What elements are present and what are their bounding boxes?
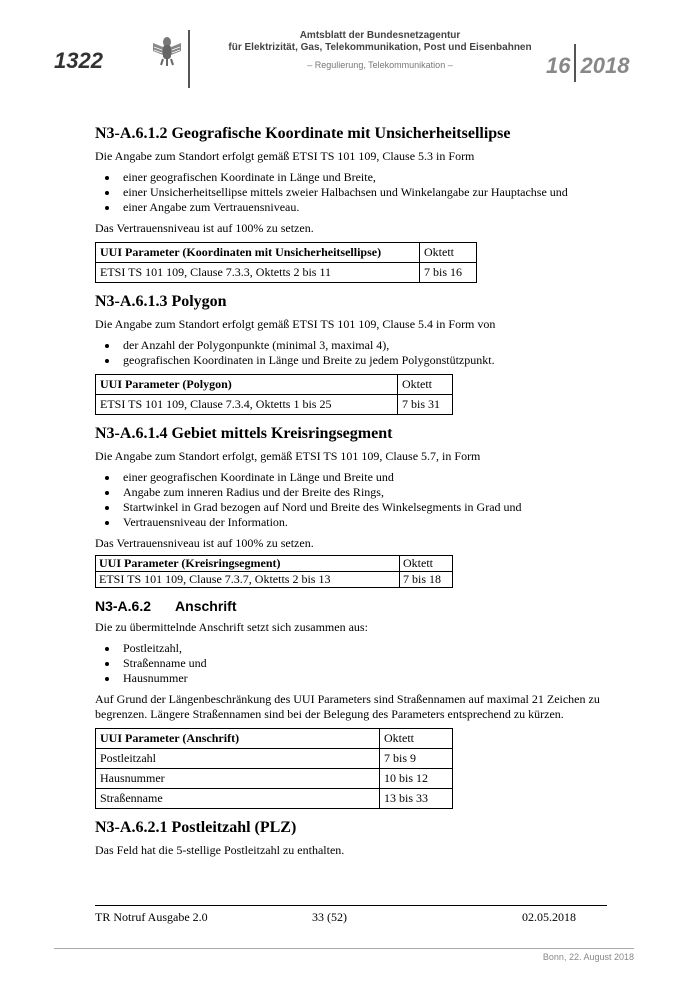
list-item: • einer geografischen Koordinate in Länge und Breite und bbox=[119, 470, 615, 485]
page-number: 1322 bbox=[54, 48, 103, 73]
issue-year bbox=[546, 48, 629, 86]
table-row bbox=[96, 395, 453, 415]
bullet-list bbox=[95, 338, 615, 368]
parameter-table bbox=[95, 374, 453, 415]
list-item: • einer Unsicherheitsellipse mittels zweier Halbachsen und Winkelangabe zur Hauptachse und bbox=[119, 185, 615, 200]
document-body bbox=[95, 125, 615, 864]
table-cell: ETSI TS 101 109, Clause 7.3.7, Oktetts 2 bis 13 bbox=[96, 572, 400, 588]
bullet-list bbox=[95, 470, 615, 530]
list-item: • Angabe zum inneren Radius und der Breite des Rings, bbox=[119, 485, 615, 500]
paragraph: Das Vertrauensniveau ist auf 100% zu setzen. bbox=[95, 536, 314, 550]
table-header-cell: Oktett bbox=[398, 375, 453, 395]
table-row bbox=[96, 729, 453, 749]
table-row bbox=[96, 375, 453, 395]
paragraph: Auf Grund der Längenbeschränkung des UUI Parameters sind Straßennamen auf maximal 21 Zeichen zu begrenzen. Längere Straßennamen sind bei der Belegung des Parameters entsprechend zu kürzen. bbox=[95, 692, 600, 721]
parameter-table bbox=[95, 555, 453, 588]
year: 2018 bbox=[580, 52, 630, 78]
table-header-cell: UUI Parameter (Anschrift) bbox=[96, 729, 380, 749]
bullet-list bbox=[95, 641, 615, 686]
table-cell: 10 bis 12 bbox=[380, 769, 453, 789]
table-cell: 7 bis 9 bbox=[380, 749, 453, 769]
paragraph: Die Angabe zum Standort erfolgt, gemäß ETSI TS 101 109, Clause 5.7, in Form bbox=[95, 449, 481, 463]
list-item: • geografischen Koordinaten in Länge und Breite zu jedem Polygonstützpunkt. bbox=[119, 353, 615, 368]
journal-title: Amtsblatt der Bundesnetzagentur für Elektrizität, Gas, Telekommunikation, Post und Eisenbahnen – Regulierung, Telekommunikation – bbox=[200, 30, 560, 70]
table-cell: Postleitzahl bbox=[96, 749, 380, 769]
footer-date: 02.05.2018 bbox=[522, 910, 576, 924]
federal-eagle-icon bbox=[150, 33, 184, 67]
parameter-table bbox=[95, 242, 477, 283]
footer-page: 33 (52) bbox=[312, 910, 347, 924]
list-item: • Straßenname und bbox=[119, 656, 615, 671]
paragraph: Die Angabe zum Standort erfolgt gemäß ETSI TS 101 109, Clause 5.4 in Form von bbox=[95, 317, 496, 331]
list-item: • einer geografischen Koordinate in Länge und Breite, bbox=[119, 170, 615, 185]
table-header-cell: UUI Parameter (Polygon) bbox=[96, 375, 398, 395]
paragraph: Das Feld hat die 5-stellige Postleitzahl zu enthalten. bbox=[95, 843, 345, 857]
table-header-cell: UUI Parameter (Kreisringsegment) bbox=[96, 556, 400, 572]
bottom-divider bbox=[54, 948, 634, 949]
paragraph: Die zu übermittelnde Anschrift setzt sich zusammen aus: bbox=[95, 620, 368, 634]
paragraph: Das Vertrauensniveau ist auf 100% zu setzen. bbox=[95, 221, 314, 235]
publication-date: Bonn, 22. August 2018 bbox=[542, 952, 634, 962]
section-heading: N3-A.6.1.3 Polygon bbox=[95, 293, 227, 310]
list-item: • einer Angabe zum Vertrauensniveau. bbox=[119, 200, 615, 215]
table-row bbox=[96, 769, 453, 789]
section-heading: N3-A.6.1.2 Geografische Koordinate mit Unsicherheitsellipse bbox=[95, 125, 511, 142]
paragraph: Die Angabe zum Standort erfolgt gemäß ETSI TS 101 109, Clause 5.3 in Form bbox=[95, 149, 475, 163]
table-row bbox=[96, 789, 453, 809]
table-row bbox=[96, 749, 453, 769]
table-row bbox=[96, 263, 477, 283]
table-header-cell: Oktett bbox=[420, 243, 477, 263]
footer-divider bbox=[95, 905, 607, 906]
list-item: • der Anzahl der Polygonpunkte (minimal 3, maximal 4), bbox=[119, 338, 615, 353]
table-cell: 7 bis 16 bbox=[420, 263, 477, 283]
table-cell: Straßenname bbox=[96, 789, 380, 809]
table-row bbox=[96, 572, 453, 588]
table-row bbox=[96, 243, 477, 263]
section-heading: N3-A.6.1.4 Gebiet mittels Kreisringsegment bbox=[95, 425, 393, 442]
list-item: • Startwinkel in Grad bezogen auf Nord und Breite des Winkelsegments in Grad und bbox=[119, 500, 615, 515]
table-cell: Hausnummer bbox=[96, 769, 380, 789]
table-cell: 7 bis 18 bbox=[400, 572, 453, 588]
journal-subtitle: – Regulierung, Telekommunikation – bbox=[307, 60, 453, 70]
table-cell: ETSI TS 101 109, Clause 7.3.4, Oktetts 1 bis 25 bbox=[96, 395, 398, 415]
parameter-table bbox=[95, 728, 453, 809]
section-heading: N3-A.6.2 Anschrift bbox=[95, 598, 237, 614]
table-cell: 13 bis 33 bbox=[380, 789, 453, 809]
footer-left: TR Notruf Ausgabe 2.0 bbox=[95, 910, 208, 924]
bullet-list bbox=[95, 170, 615, 215]
table-row bbox=[96, 556, 453, 572]
table-cell: 7 bis 31 bbox=[398, 395, 453, 415]
header-divider bbox=[188, 30, 190, 88]
list-item: • Hausnummer bbox=[119, 671, 615, 686]
list-item: • Vertrauensniveau der Information. bbox=[119, 515, 615, 530]
table-header-cell: Oktett bbox=[380, 729, 453, 749]
issue-number: 16 bbox=[546, 52, 571, 78]
table-header-cell: UUI Parameter (Koordinaten mit Unsicherheitsellipse) bbox=[96, 243, 420, 263]
table-header-cell: Oktett bbox=[400, 556, 453, 572]
table-cell: ETSI TS 101 109, Clause 7.3.3, Oktetts 2 bis 11 bbox=[96, 263, 420, 283]
list-item: • Postleitzahl, bbox=[119, 641, 615, 656]
section-heading: N3-A.6.2.1 Postleitzahl (PLZ) bbox=[95, 819, 297, 836]
